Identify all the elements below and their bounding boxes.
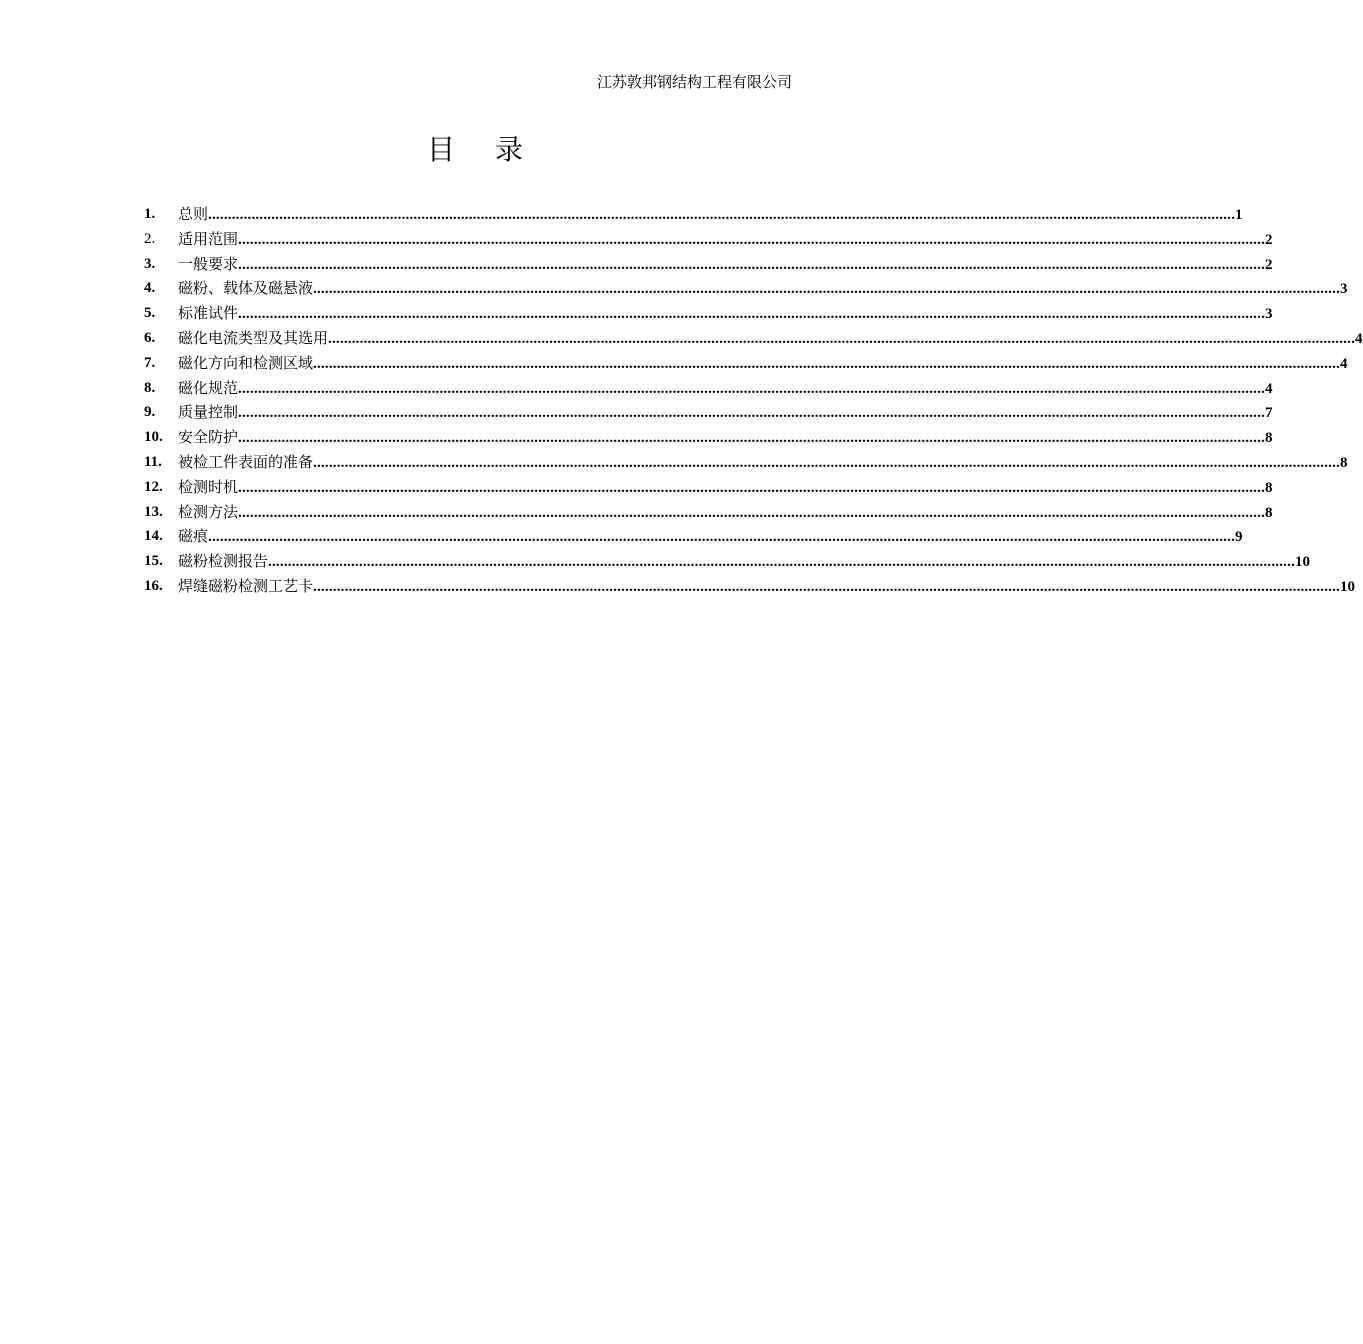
- toc-entry-page-number: 1: [1235, 207, 1243, 223]
- toc-entry-number: 8.: [144, 379, 156, 396]
- toc-entry[interactable]: [144, 450, 1348, 475]
- toc-entry-page-number: 8: [1265, 504, 1273, 521]
- toc-entry-title: 磁粉检测报告: [178, 552, 269, 571]
- toc-entry[interactable]: [144, 475, 1273, 500]
- toc-dot-leader: ....................................................................................................................................................................................................................................................................: [238, 380, 1266, 397]
- toc-entry-title: 总则: [178, 205, 209, 223]
- toc-dot-leader: ....................................................................................................................................................................................................................................................................: [238, 479, 1266, 496]
- toc-entry-page-number: 8: [1265, 430, 1273, 447]
- toc-entry[interactable]: [144, 376, 1273, 401]
- toc-entry[interactable]: [144, 326, 1363, 351]
- toc-entry-title: 被检工件表面的准备: [178, 452, 314, 471]
- toc-entry-number: 13.: [144, 503, 163, 520]
- toc-entry-page-number: 4: [1265, 380, 1273, 397]
- toc-entry-page-number: 2: [1265, 231, 1273, 248]
- toc-dot-leader: ....................................................................................................................................................................................................................................................................: [238, 256, 1266, 273]
- toc-entry[interactable]: [144, 252, 1273, 277]
- toc-entry-page-number: 8: [1265, 479, 1273, 496]
- toc-entry-page-number: 3: [1265, 306, 1273, 323]
- toc-entry[interactable]: [144, 500, 1273, 525]
- toc-dot-leader: ....................................................................................................................................................................................................................................................................: [313, 454, 1341, 471]
- toc-entry-number: 7.: [144, 354, 156, 371]
- toc-entry-page-number: 10: [1340, 578, 1356, 595]
- toc-entry-line: [178, 276, 1348, 302]
- toc-entry-number: 3.: [144, 255, 156, 272]
- toc-entry-title: 磁化规范: [178, 378, 239, 397]
- toc-entry-number: 5.: [144, 305, 156, 322]
- toc-entry-line: [178, 326, 1363, 352]
- toc-entry-title: 磁化方向和检测区域: [178, 353, 314, 372]
- toc-entry-line: [178, 400, 1273, 426]
- toc-entry[interactable]: [144, 400, 1273, 425]
- toc-dot-leader: ....................................................................................................................................................................................................................................................................: [238, 504, 1266, 521]
- toc-entry-number: 4.: [144, 280, 156, 297]
- toc-entry-line: [178, 227, 1273, 253]
- toc-entry-title: 适用范围: [178, 229, 239, 248]
- toc-entry[interactable]: [144, 276, 1348, 301]
- toc-dot-leader: ....................................................................................................................................................................................................................................................................: [268, 554, 1296, 571]
- toc-entry[interactable]: [144, 425, 1273, 450]
- toc-entry[interactable]: [144, 227, 1273, 252]
- toc-dot-leader: ....................................................................................................................................................................................................................................................................: [238, 430, 1266, 447]
- toc-dot-leader: ....................................................................................................................................................................................................................................................................: [208, 529, 1236, 546]
- toc-entry[interactable]: [144, 202, 1243, 227]
- toc-entry-title: 磁化电流类型及其选用: [178, 328, 329, 347]
- toc-entry-number: 6.: [144, 329, 156, 346]
- table-of-contents: [144, 202, 1363, 599]
- toc-entry-number: 10.: [144, 429, 163, 446]
- toc-entry-title: 焊缝磁粉检测工艺卡: [178, 576, 314, 595]
- toc-entry[interactable]: [144, 549, 1311, 574]
- toc-entry[interactable]: [144, 301, 1273, 326]
- toc-entry[interactable]: [144, 524, 1243, 549]
- toc-entry-title: 磁粉、载体及磁悬液: [178, 279, 314, 298]
- toc-entry-number: 16.: [144, 577, 163, 594]
- toc-dot-leader: ....................................................................................................................................................................................................................................................................: [238, 306, 1266, 323]
- toc-entry-page-number: 9: [1235, 529, 1243, 546]
- toc-entry-line: [178, 549, 1311, 575]
- toc-entry-title: 质量控制: [178, 403, 239, 422]
- toc-entry-number: 1.: [144, 206, 156, 222]
- toc-entry-title: 检测方法: [178, 502, 239, 521]
- toc-dot-leader: ....................................................................................................................................................................................................................................................................: [313, 355, 1341, 372]
- toc-dot-leader: ....................................................................................................................................................................................................................................................................: [238, 405, 1266, 422]
- toc-dot-leader: ....................................................................................................................................................................................................................................................................: [208, 207, 1236, 223]
- toc-entry-page-number: 10: [1295, 554, 1311, 571]
- toc-entry-number: 9.: [144, 404, 156, 421]
- toc-entry-title: 安全防护: [178, 428, 239, 447]
- toc-entry-title: 磁痕: [178, 527, 209, 546]
- toc-entry[interactable]: [144, 351, 1348, 376]
- toc-entry-number: 15.: [144, 553, 163, 570]
- toc-dot-leader: ....................................................................................................................................................................................................................................................................: [238, 231, 1266, 248]
- toc-entry-page-number: 3: [1340, 281, 1348, 298]
- toc-entry-title: 检测时机: [178, 477, 239, 496]
- toc-dot-leader: ....................................................................................................................................................................................................................................................................: [313, 578, 1341, 595]
- toc-dot-leader: ....................................................................................................................................................................................................................................................................: [313, 281, 1341, 298]
- toc-entry[interactable]: [144, 574, 1356, 599]
- toc-entry-page-number: 4: [1355, 330, 1363, 347]
- toc-entry-line: [178, 202, 1243, 228]
- toc-entry-line: [178, 524, 1243, 550]
- toc-entry-number: 11.: [144, 453, 162, 470]
- toc-entry-line: [178, 574, 1356, 600]
- page-title: 目录: [426, 132, 563, 166]
- toc-entry-line: [178, 301, 1273, 327]
- toc-entry-line: [178, 475, 1273, 501]
- toc-entry-number: 2.: [144, 230, 156, 247]
- toc-entry-line: [178, 252, 1273, 278]
- toc-entry-line: [178, 351, 1348, 377]
- toc-entry-title: 标准试件: [178, 304, 239, 323]
- toc-entry-number: 14.: [144, 528, 163, 545]
- toc-entry-page-number: 8: [1340, 454, 1348, 471]
- toc-entry-page-number: 2: [1265, 256, 1273, 273]
- toc-entry-page-number: 4: [1340, 355, 1348, 372]
- toc-entry-line: [178, 500, 1273, 526]
- toc-entry-line: [178, 450, 1348, 476]
- toc-entry-number: 12.: [144, 478, 163, 495]
- company-name: 江苏敦邦钢结构工程有限公司: [596, 73, 792, 91]
- toc-entry-title: 一般要求: [178, 254, 239, 273]
- toc-dot-leader: ....................................................................................................................................................................................................................................................................: [328, 330, 1356, 347]
- toc-entry-line: [178, 425, 1273, 451]
- toc-entry-page-number: 7: [1265, 405, 1273, 422]
- toc-entry-line: [178, 376, 1273, 402]
